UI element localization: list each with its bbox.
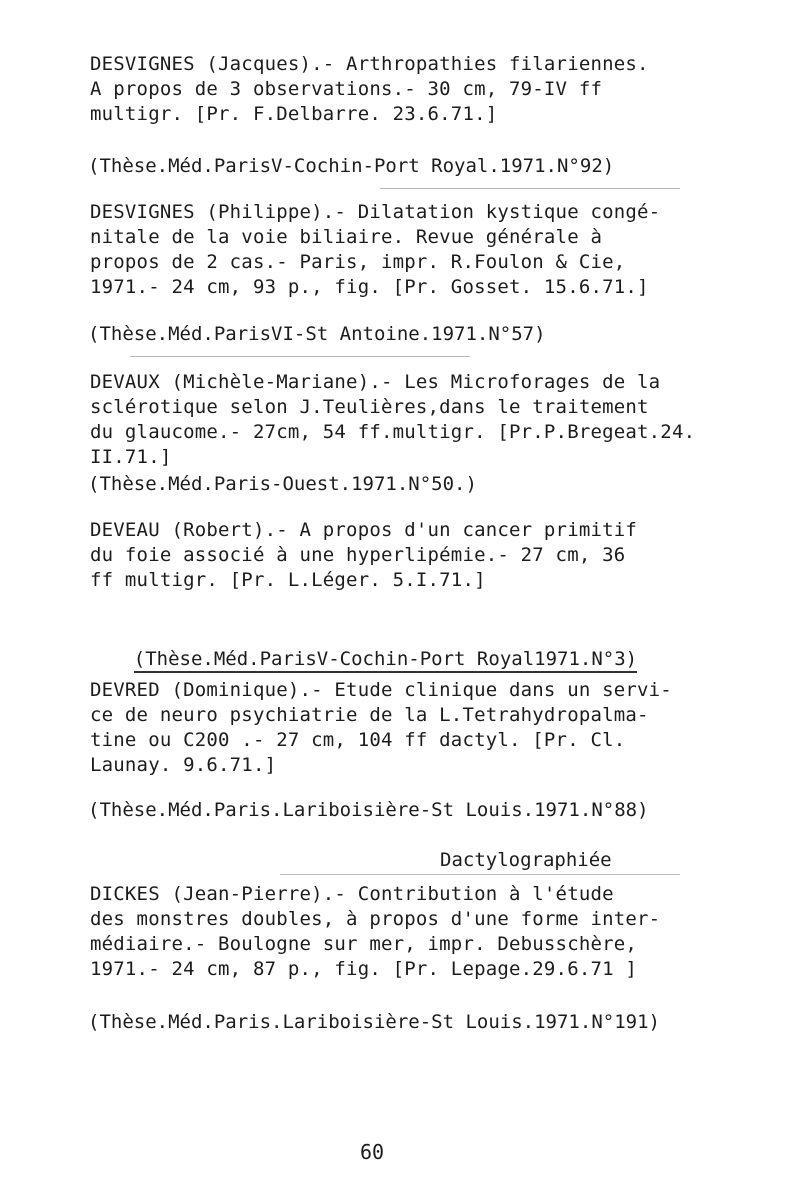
entry-line: 1971.- 24 cm, 93 p., fig. [Pr. Gosset. 15.6.71.] (90, 276, 649, 298)
entry-line: nitale de la voie biliaire. Revue générale à (90, 226, 603, 248)
thesis-reference: (Thèse.Méd.ParisV-Cochin-Port Royal.1971.N°92) (88, 155, 615, 177)
entry-line: DESVIGNES (Jacques).- Arthropathies filariennes. (90, 53, 649, 75)
entry-line: des monstres doubles, à propos d'une forme inter- (90, 908, 661, 930)
entry-line: médiaire.- Boulogne sur mer, impr. Debusschère, (90, 933, 638, 955)
entry-line: DEVEAU (Robert).- A propos d'un cancer primitif (90, 519, 638, 541)
bibliography-entry (90, 882, 730, 982)
separator-line (130, 356, 470, 357)
entry-line: A propos de 3 observations.- 30 cm, 79-IV ff (90, 78, 603, 100)
entry-line: Launay. 9.6.71.] (90, 754, 277, 776)
entry-line: DEVRED (Dominique).- Etude clinique dans un servi- (90, 679, 672, 701)
entry-line: 1971.- 24 cm, 87 p., fig. [Pr. Lepage.29.6.71 ] (90, 958, 638, 980)
entry-line: multigr. [Pr. F.Delbarre. 23.6.71.] (90, 103, 498, 125)
entry-line: DICKES (Jean-Pierre).- Contribution à l'étude (90, 883, 614, 905)
entry-line: ce de neuro psychiatrie de la L.Tetrahydropalma- (90, 704, 649, 726)
separator-line (280, 874, 680, 875)
entry-line: du glaucome.- 27cm, 54 ff.multigr. [Pr.P.Bregeat.24. (90, 421, 696, 443)
entry-line: ff multigr. [Pr. L.Léger. 5.I.71.] (90, 569, 486, 591)
entry-line: propos de 2 cas.- Paris, impr. R.Foulon & Cie, (90, 251, 626, 273)
bibliography-entry (90, 52, 730, 127)
bibliography-entry (90, 370, 730, 470)
thesis-reference-text: (Thèse.Méd.ParisV-Cochin-Port Royal1971.N°3) (134, 648, 637, 673)
thesis-reference: (Thèse.Méd.Paris.Lariboisière-St Louis.1971.N°88) (88, 799, 649, 821)
bibliography-entry (90, 200, 730, 300)
bibliography-entry (90, 518, 730, 593)
entry-line: II.71.] (90, 446, 172, 468)
entry-line: du foie associé à une hyperlipémie.- 27 cm, 36 (90, 544, 626, 566)
bibliography-entry (90, 678, 730, 778)
handwritten-note: Dactylographiée (440, 849, 612, 871)
thesis-reference: (Thèse.Méd.Paris-Ouest.1971.N°50.) (88, 473, 477, 495)
entry-line: sclérotique selon J.Teulières,dans le traitement (90, 396, 649, 418)
thesis-reference: (Thèse.Méd.Paris.Lariboisière-St Louis.1971.N°191) (88, 1011, 660, 1033)
entry-line: tine ou C200 .- 27 cm, 104 ff dactyl. [Pr. Cl. (90, 729, 626, 751)
thesis-reference: (Thèse.Méd.ParisVI-St Antoine.1971.N°57) (88, 323, 546, 345)
entry-line: DEVAUX (Michèle-Mariane).- Les Microforages de la (90, 371, 661, 393)
page-number: 60 (360, 1140, 385, 1164)
separator-line (380, 188, 680, 189)
entry-line: DESVIGNES (Philippe).- Dilatation kystique congé- (90, 201, 661, 223)
